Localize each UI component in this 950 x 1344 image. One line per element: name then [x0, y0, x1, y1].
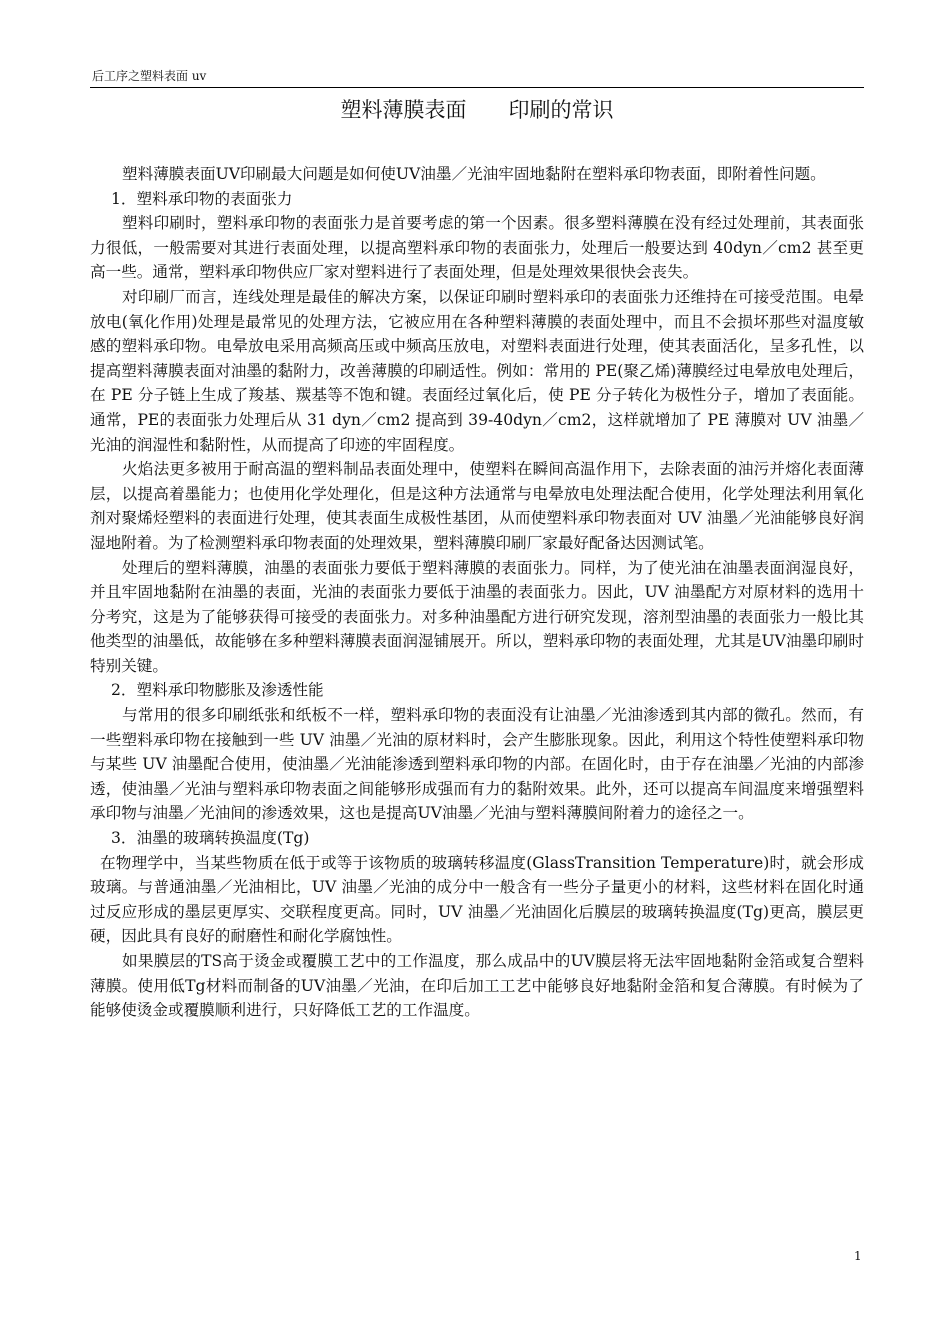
body-paragraph: 处理后的塑料薄膜，油墨的表面张力要低于塑料薄膜的表面张力。同样，为了使光油在油墨表面润湿良好，并且牢固地黏附在油墨的表面，光油的表面张力要低于油墨的表面张力。因此，UV 油墨配方对原材料的选用十分考究，这是为了能够获得可接受的表面张力。对多种油墨配方进行研究发现，溶剂型油墨的表面张力一般比其他类型的油墨低，故能够在多种塑料薄膜表面润湿铺展开。所以，塑料承印物的表面处理，尤其是UV油墨印刷时特别关键。 — [90, 558, 864, 675]
body-paragraph: 如果膜层的TS高于烫金或覆膜工艺中的工作温度，那么成品中的UV膜层将无法牢固地黏附金箔或复合塑料薄膜。使用低Tg材料而制备的UV油墨／光油，在印后加工工艺中能够良好地黏附金箔和复合薄膜。有时候为了能够使烫金或覆膜顺利进行，只好降低工艺的工作温度。 — [90, 952, 864, 1020]
section-heading-3: 3．油墨的玻璃转换温度(Tg) — [111, 829, 310, 848]
section-heading-2: 2．塑料承印物膨胀及渗透性能 — [111, 681, 324, 700]
body-paragraph: 对印刷厂而言，连线处理是最佳的解决方案，以保证印刷时塑料承印的表面张力还维持在可接受范围。电晕放电(氧化作用)处理是最常见的处理方法，它被应用在各种塑料薄膜的表面处理中，而且不会损坏那些对温度敏感的塑料承印物。电晕放电采用高频高压或中频高压放电，对塑料表面进行处理，使其表面活化，呈多孔性，以提高塑料薄膜表面对油墨的黏附力，改善薄膜的印刷适性。例如：常用的 PE(聚乙烯)薄膜经过电晕放电处理后，在 PE 分子链上生成了羧基、羰基等不饱和键。表面经过氧化后，使 PE 分子转化为极性分子，增加了表面能。通常，PE的表面张力处理后从 31 dyn／cm2 提高到 39-40dyn／cm2，这样就增加了 PE 薄膜对 UV 油墨／光油的润湿性和黏附性，从而提高了印迹的牢固程度。 — [90, 287, 864, 454]
page-number: 1 — [854, 1249, 862, 1263]
body-paragraph: 与常用的很多印刷纸张和纸板不一样，塑料承印物的表面没有让油墨／光油渗透到其内部的微孔。然而，有一些塑料承印物在接触到一些 UV 油墨／光油的原材料时，会产生膨胀现象。因此，利用这个特性使塑料承印物与某些 UV 油墨配合使用，使油墨／光油能渗透到塑料承印物的内部。在固化时，由于存在油墨／光油的内部渗透，使油墨／光油与塑料承印物表面之间能够形成强而有力的黏附效果。此外，还可以提高车间温度来增强塑料承印物与油墨／光油间的渗透效果，这也是提高UV油墨／光油与塑料薄膜间附着力的途径之一。 — [90, 706, 864, 823]
page-title: 塑料薄膜表面 印刷的常识 — [340, 98, 614, 122]
running-header: 后工序之塑料表面 uv — [92, 69, 207, 83]
body-paragraph: 塑料印刷时，塑料承印物的表面张力是首要考虑的第一个因素。很多塑料薄膜在没有经过处理前，其表面张力很低，一般需要对其进行表面处理，以提高塑料承印物的表面张力，处理后一般要达到 40dyn／cm2 甚至更高一些。通常，塑料承印物供应厂家对塑料进行了表面处理，但是处理效果很快会丧失。 — [90, 214, 864, 282]
body-paragraph: 在物理学中，当某些物质在低于或等于该物质的玻璃转移温度(GlassTransition Temperature)时，就会形成玻璃。与普通油墨／光油相比，UV 油墨／光油的成分中一般含有一些分子量更小的材料，这些材料在固化时通过反应形成的墨层更厚实、交联程度更高。同时，UV 油墨／光油固化后膜层的玻璃转换温度(Tg)更高，膜层更硬，因此具有良好的耐磨性和耐化学腐蚀性。 — [90, 853, 864, 946]
body-paragraph: 火焰法更多被用于耐高温的塑料制品表面处理中，使塑料在瞬间高温作用下，去除表面的油污并熔化表面薄层，以提高着墨能力；也使用化学处理化，但是这种方法通常与电晕放电处理法配合使用，化学处理法利用氧化剂对聚烯烃塑料的表面进行处理，使其表面生成极性基团，从而使塑料承印物表面对 UV 油墨／光油能够良好润湿地附着。为了检测塑料承印物表面的处理效果，塑料薄膜印刷厂家最好配备达因测试笔。 — [90, 460, 864, 552]
intro-paragraph: 塑料薄膜表面UV印刷最大问题是如何使UV油墨／光油牢固地黏附在塑料承印物表面，即附着性问题。 — [122, 165, 826, 183]
document-body — [90, 162, 864, 1023]
header-divider — [90, 87, 864, 88]
section-heading-1: 1．塑料承印物的表面张力 — [111, 189, 293, 208]
